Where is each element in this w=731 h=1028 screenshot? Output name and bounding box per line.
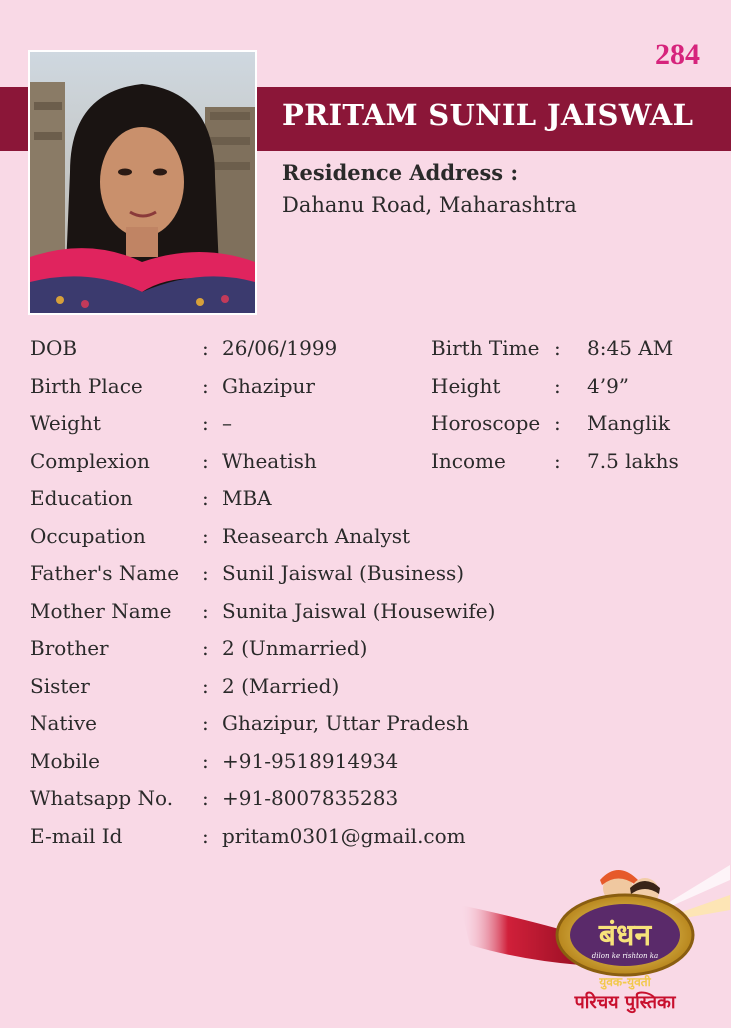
detail-colon: : — [202, 711, 209, 735]
detail-value: 26/06/1999 — [222, 336, 338, 360]
detail-label: Sister — [30, 673, 90, 698]
detail-value: 2 (Married) — [222, 673, 340, 698]
right-detail-colon: : — [554, 373, 561, 398]
detail-colon: : — [202, 448, 209, 473]
detail-value: +91-9518914934 — [222, 748, 399, 773]
detail-value: pritam0301@gmail.com — [222, 823, 466, 848]
right-detail-value: 8:45 AM — [587, 336, 674, 360]
detail-value: Sunita Jaiswal (Housewife) — [222, 598, 496, 623]
detail-label: Whatsapp No. — [30, 786, 174, 810]
logo-subtitle-top: युवक-युवती — [599, 975, 651, 989]
right-detail-colon: : — [554, 448, 561, 473]
detail-value: +91-8007835283 — [222, 786, 399, 810]
right-detail-value: Manglik — [587, 411, 670, 435]
detail-label: Education — [30, 486, 133, 510]
logo-tagline: dilon ke rishton ka — [591, 952, 659, 960]
detail-label: Complexion — [30, 448, 150, 473]
right-detail-label: Birth Time — [431, 336, 540, 360]
detail-colon: : — [202, 786, 209, 810]
profile-name: PRITAM SUNIL JAISWAL — [282, 98, 694, 132]
bandhan-logo — [440, 850, 731, 1024]
detail-colon: : — [202, 561, 209, 585]
detail-value: Sunil Jaiswal (Business) — [222, 561, 465, 585]
right-detail-value: 7.5 lakhs — [587, 448, 679, 473]
right-detail-value: 4’9” — [587, 373, 630, 398]
detail-label: Mother Name — [30, 598, 172, 623]
detail-value: Wheatish — [222, 448, 317, 473]
detail-colon: : — [202, 748, 209, 773]
detail-colon: : — [202, 373, 209, 398]
detail-colon: : — [202, 823, 209, 848]
detail-colon: : — [202, 336, 209, 360]
detail-label: DOB — [30, 336, 78, 360]
detail-value: 2 (Unmarried) — [222, 636, 368, 660]
detail-label: Father's Name — [30, 561, 180, 585]
detail-label: Native — [30, 711, 97, 735]
detail-label: Brother — [30, 636, 109, 660]
residence-address-label: Residence Address : — [282, 160, 519, 185]
right-detail-label: Income — [431, 448, 506, 473]
detail-colon: : — [202, 411, 209, 435]
page-number: 284 — [655, 38, 700, 71]
right-detail-label: Height — [431, 373, 501, 398]
detail-value: MBA — [222, 486, 272, 510]
detail-label: Mobile — [30, 748, 100, 773]
detail-colon: : — [202, 673, 209, 698]
detail-value: Reasearch Analyst — [222, 523, 411, 548]
logo-subtitle-bottom: परिचय पुस्तिका — [574, 992, 676, 1013]
right-detail-colon: : — [554, 336, 561, 360]
right-detail-colon: : — [554, 411, 561, 435]
residence-address-value: Dahanu Road, Maharashtra — [282, 193, 577, 217]
detail-value: – — [222, 411, 232, 435]
detail-label: E-mail Id — [30, 823, 123, 848]
detail-value: Ghazipur — [222, 373, 315, 398]
detail-colon: : — [202, 598, 209, 623]
profile-photo — [28, 50, 257, 315]
detail-colon: : — [202, 523, 209, 548]
detail-label: Birth Place — [30, 373, 143, 398]
detail-label: Occupation — [30, 523, 146, 548]
detail-colon: : — [202, 636, 209, 660]
right-detail-label: Horoscope — [431, 411, 541, 435]
logo-title: बंधन — [598, 918, 652, 953]
detail-colon: : — [202, 486, 209, 510]
detail-label: Weight — [30, 411, 101, 435]
detail-value: Ghazipur, Uttar Pradesh — [222, 711, 469, 735]
